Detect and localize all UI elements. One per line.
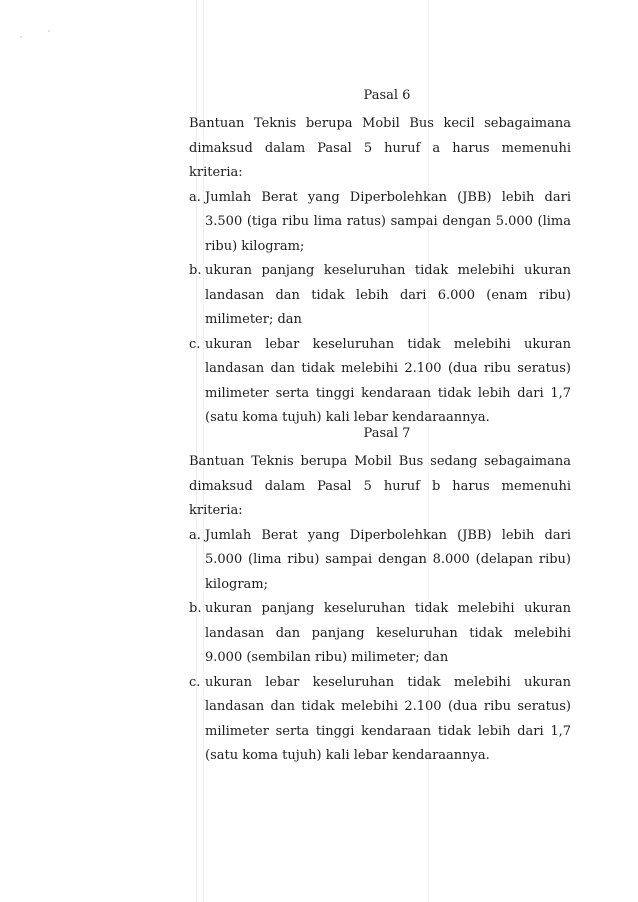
criteria-item xyxy=(189,671,571,769)
item-text: ukuran panjang keseluruhan tidak melebihi ukuran landasan dan tidak lebih dari 6.000 (enam ribu) milimeter; dan xyxy=(205,263,571,327)
item-text: Jumlah Berat yang Diperbolehkan (JBB) lebih dari 5.000 (lima ribu) sampai dengan 8.000 (delapan ribu) kilogram; xyxy=(205,527,571,592)
item-text: ukuran lebar keseluruhan tidak melebihi ukuran landasan dan tidak melebihi 2.100 (dua ribu seratus) milimeter serta tinggi kendaraan tidak lebih dari 1,7 (satu koma tujuh) kali lebar kendaraannya. xyxy=(205,336,571,425)
item-text: ukuran lebar keseluruhan tidak melebihi ukuran landasan dan tidak melebihi 2.100 (dua ribu seratus) milimeter serta tinggi kendaraan tidak lebih dari 1,7 (satu koma tujuh) kali lebar kendaraannya. xyxy=(205,674,571,763)
criteria-list xyxy=(189,186,571,431)
criteria-item xyxy=(189,186,571,260)
item-marker: b. xyxy=(189,601,202,616)
item-text: Jumlah Berat yang Diperbolehkan (JBB) lebih dari 3.500 (tiga ribu lima ratus) sampai dengan 5.000 (lima ribu) kilogram; xyxy=(205,189,571,254)
pasal-6-section xyxy=(189,86,571,431)
section-intro: Bantuan Teknis berupa Mobil Bus kecil sebagaimana dimaksud dalam Pasal 5 huruf a harus memenuhi kriteria: xyxy=(189,116,571,180)
item-marker: b. xyxy=(189,263,202,278)
item-marker: a. xyxy=(189,527,201,543)
item-marker: c. xyxy=(189,674,201,690)
scan-speck xyxy=(20,36,22,38)
section-intro: Bantuan Teknis berupa Mobil Bus sedang sebagaimana dimaksud dalam Pasal 5 huruf b harus memenuhi kriteria: xyxy=(189,454,571,518)
scan-speck xyxy=(48,30,50,32)
criteria-item xyxy=(189,597,571,671)
pasal-7-section xyxy=(189,424,571,769)
criteria-item xyxy=(189,524,571,598)
section-heading: Pasal 6 xyxy=(363,88,411,103)
item-text: ukuran panjang keseluruhan tidak melebihi ukuran landasan dan panjang keseluruhan tidak melebihi 9.000 (sembilan ribu) milimeter; dan xyxy=(205,601,571,665)
criteria-item xyxy=(189,259,571,333)
section-heading: Pasal 7 xyxy=(363,426,411,441)
item-marker: a. xyxy=(189,189,201,205)
item-marker: c. xyxy=(189,336,201,352)
criteria-item xyxy=(189,333,571,431)
criteria-list xyxy=(189,524,571,769)
